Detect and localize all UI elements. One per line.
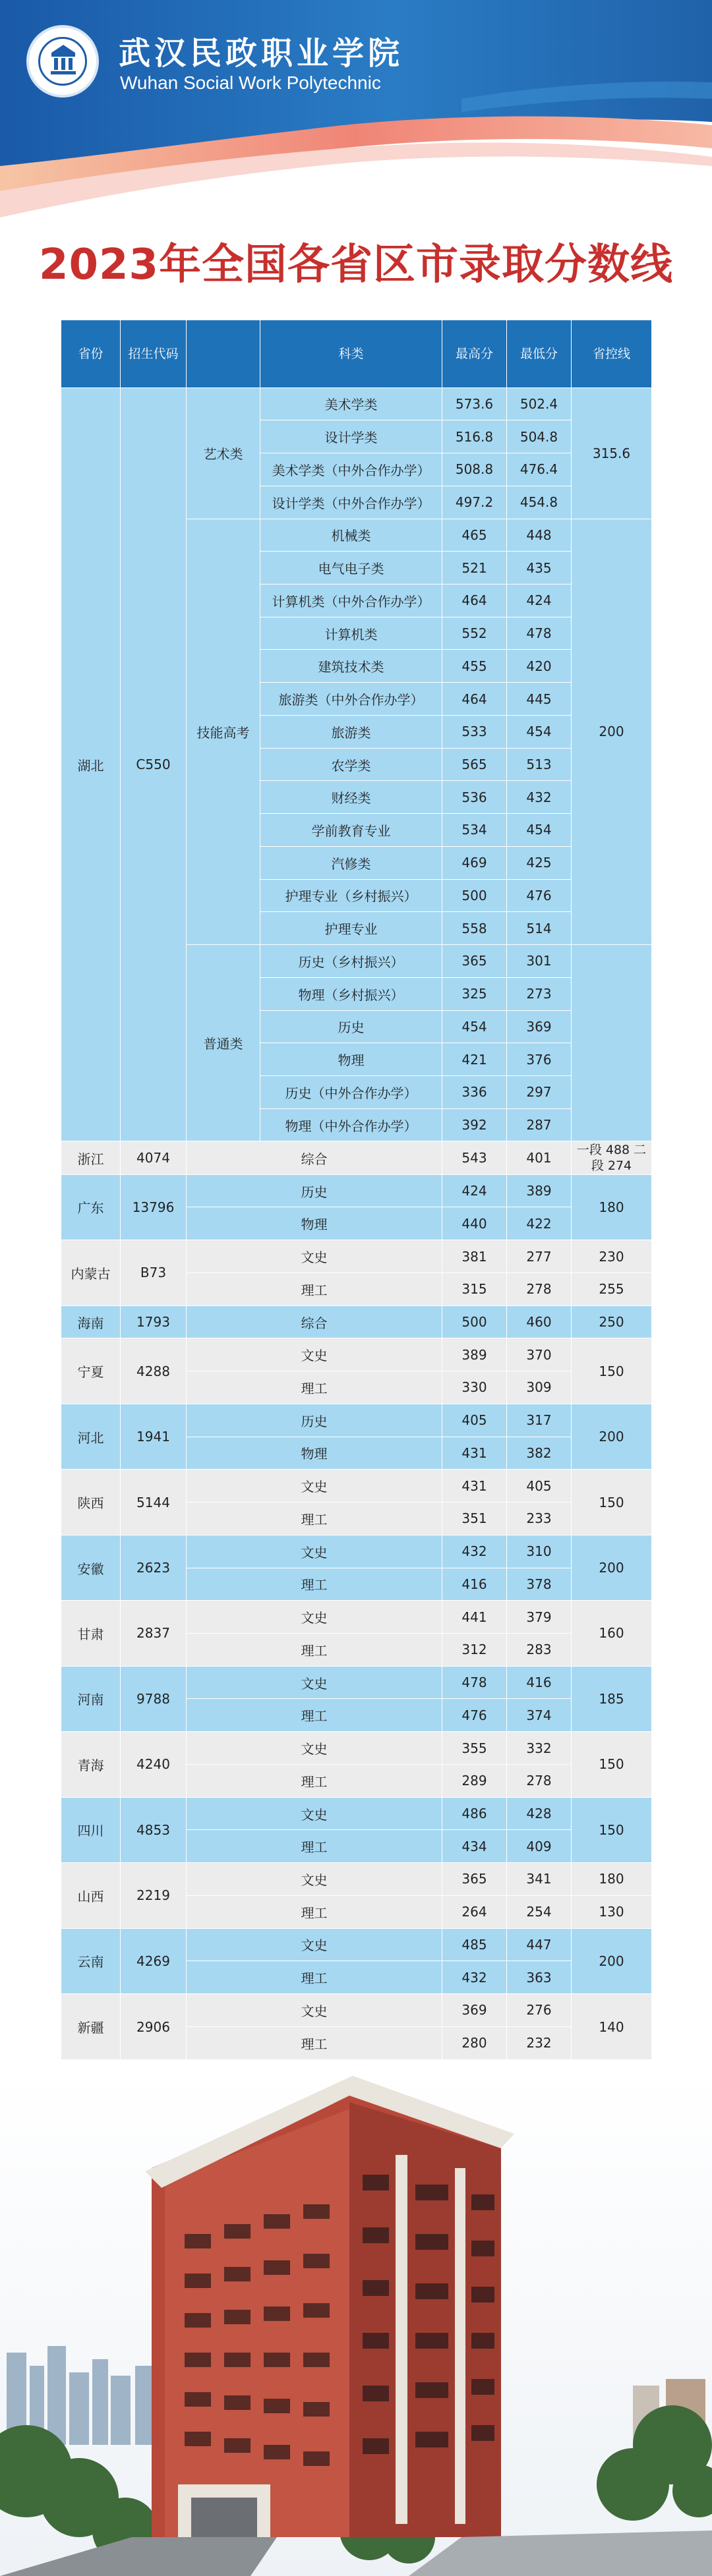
max-score-cell: 573.6	[442, 387, 507, 420]
max-score-cell: 264	[442, 1895, 507, 1928]
subject-cell: 物理（乡村振兴）	[260, 977, 442, 1010]
control-line-cell: 200	[572, 1535, 652, 1600]
subject-cell: 历史	[187, 1174, 442, 1207]
control-line-cell: 200	[572, 519, 652, 945]
max-score-cell: 521	[442, 552, 507, 585]
min-score-cell: 476.4	[507, 453, 572, 486]
min-score-cell: 454	[507, 814, 572, 847]
header-province: 省份	[61, 320, 121, 388]
code-cell: 4074	[121, 1141, 187, 1174]
subject-cell: 汽修类	[260, 846, 442, 879]
province-cell: 安徽	[61, 1535, 121, 1600]
subject-cell: 物理	[187, 1207, 442, 1240]
table-row	[61, 1535, 652, 1568]
province-cell: 甘肃	[61, 1601, 121, 1666]
province-cell: 河北	[61, 1404, 121, 1469]
page-title: 2023年全国各省区市录取分数线	[38, 241, 674, 289]
min-score-cell: 514	[507, 912, 572, 945]
min-score-cell: 317	[507, 1404, 572, 1437]
min-score-cell: 435	[507, 552, 572, 585]
subject-cell: 电气电子类	[260, 552, 442, 585]
subject-cell: 设计学类（中外合作办学）	[260, 486, 442, 519]
header-min: 最低分	[507, 320, 572, 388]
subject-cell: 文史	[187, 1732, 442, 1765]
province-cell: 四川	[61, 1797, 121, 1862]
max-score-cell: 455	[442, 650, 507, 683]
code-cell: 1793	[121, 1305, 187, 1338]
max-score-cell: 431	[442, 1470, 507, 1503]
control-line-cell: 一段 488 二段 274	[572, 1141, 652, 1174]
max-score-cell: 365	[442, 945, 507, 978]
min-score-cell: 424	[507, 584, 572, 617]
header-code: 招生代码	[121, 320, 187, 388]
province-cell: 广东	[61, 1174, 121, 1240]
min-score-cell: 379	[507, 1601, 572, 1634]
header-subject: 科类	[260, 320, 442, 388]
subject-cell: 文史	[187, 1928, 442, 1961]
table-row	[61, 1338, 652, 1371]
subject-cell: 文史	[187, 1994, 442, 2027]
subject-cell: 设计学类	[260, 420, 442, 453]
subject-cell: 美术学类（中外合作办学）	[260, 453, 442, 486]
min-score-cell: 278	[507, 1764, 572, 1797]
max-score-cell: 416	[442, 1568, 507, 1601]
min-score-cell: 448	[507, 519, 572, 552]
subject-cell: 理工	[187, 1961, 442, 1994]
control-line-cell	[572, 945, 652, 1141]
min-score-cell: 445	[507, 683, 572, 716]
min-score-cell: 287	[507, 1108, 572, 1141]
control-line-cell: 255	[572, 1273, 652, 1305]
subject-cell: 理工	[187, 2026, 442, 2059]
province-cell: 云南	[61, 1928, 121, 1993]
subject-cell: 物理	[260, 1043, 442, 1076]
min-score-cell: 454.8	[507, 486, 572, 519]
min-score-cell: 382	[507, 1437, 572, 1470]
max-score-cell: 485	[442, 1928, 507, 1961]
max-score-cell: 476	[442, 1699, 507, 1732]
subject-cell: 历史（乡村振兴）	[260, 945, 442, 978]
table-header-row	[61, 320, 652, 388]
max-score-cell: 558	[442, 912, 507, 945]
subject-cell: 计算机类（中外合作办学）	[260, 584, 442, 617]
code-cell: 5144	[121, 1470, 187, 1535]
max-score-cell: 405	[442, 1404, 507, 1437]
min-score-cell: 369	[507, 1010, 572, 1043]
subject-cell: 文史	[187, 1338, 442, 1371]
max-score-cell: 325	[442, 977, 507, 1010]
max-score-cell: 289	[442, 1764, 507, 1797]
max-score-cell: 392	[442, 1108, 507, 1141]
control-line-cell: 315.6	[572, 387, 652, 519]
code-cell: 2906	[121, 1994, 187, 2060]
min-score-cell: 254	[507, 1895, 572, 1928]
min-score-cell: 476	[507, 879, 572, 912]
min-score-cell: 389	[507, 1174, 572, 1207]
category-cell: 艺术类	[187, 387, 260, 519]
max-score-cell: 336	[442, 1075, 507, 1108]
subject-cell: 文史	[187, 1470, 442, 1503]
min-score-cell: 376	[507, 1043, 572, 1076]
max-score-cell: 534	[442, 814, 507, 847]
subject-cell: 理工	[187, 1895, 442, 1928]
subject-cell: 理工	[187, 1764, 442, 1797]
max-score-cell: 369	[442, 1994, 507, 2027]
code-cell: 13796	[121, 1174, 187, 1240]
subject-cell: 理工	[187, 1503, 442, 1535]
max-score-cell: 280	[442, 2026, 507, 2059]
max-score-cell: 432	[442, 1961, 507, 1994]
table-row	[61, 1404, 652, 1437]
max-score-cell: 330	[442, 1371, 507, 1404]
subject-cell: 护理专业	[260, 912, 442, 945]
max-score-cell: 500	[442, 1305, 507, 1338]
min-score-cell: 502.4	[507, 387, 572, 420]
max-score-cell: 389	[442, 1338, 507, 1371]
min-score-cell: 233	[507, 1503, 572, 1535]
subject-cell: 理工	[187, 1568, 442, 1601]
max-score-cell: 432	[442, 1535, 507, 1568]
min-score-cell: 283	[507, 1633, 572, 1666]
province-cell: 河南	[61, 1666, 121, 1731]
min-score-cell: 405	[507, 1470, 572, 1503]
category-cell: 普通类	[187, 945, 260, 1141]
code-cell: 4269	[121, 1928, 187, 1993]
control-line-cell: 160	[572, 1601, 652, 1666]
province-cell: 陕西	[61, 1470, 121, 1535]
max-score-cell: 365	[442, 1863, 507, 1896]
subject-cell: 旅游类	[260, 715, 442, 748]
max-score-cell: 431	[442, 1437, 507, 1470]
school-name-cn: 武汉民政职业学院	[119, 35, 404, 72]
control-line-cell: 140	[572, 1994, 652, 2060]
subject-cell: 历史	[187, 1404, 442, 1437]
province-cell: 山西	[61, 1863, 121, 1928]
province-cell: 浙江	[61, 1141, 121, 1174]
max-score-cell: 312	[442, 1633, 507, 1666]
province-cell: 青海	[61, 1732, 121, 1797]
subject-cell: 理工	[187, 1830, 442, 1863]
min-score-cell: 277	[507, 1240, 572, 1273]
control-line-cell: 150	[572, 1797, 652, 1862]
code-cell: B73	[121, 1240, 187, 1305]
subject-cell: 理工	[187, 1273, 442, 1305]
min-score-cell: 460	[507, 1305, 572, 1338]
table-row	[61, 1797, 652, 1830]
table-row	[61, 387, 652, 420]
subject-cell: 美术学类	[260, 387, 442, 420]
code-cell: 4853	[121, 1797, 187, 1862]
subject-cell: 财经类	[260, 781, 442, 814]
min-score-cell: 232	[507, 2026, 572, 2059]
subject-cell: 计算机类	[260, 617, 442, 650]
control-line-cell: 250	[572, 1305, 652, 1338]
max-score-cell: 543	[442, 1141, 507, 1174]
max-score-cell: 421	[442, 1043, 507, 1076]
subject-cell: 护理专业（乡村振兴）	[260, 879, 442, 912]
max-score-cell: 464	[442, 683, 507, 716]
control-line-cell: 230	[572, 1240, 652, 1273]
max-score-cell: 441	[442, 1601, 507, 1634]
max-score-cell: 440	[442, 1207, 507, 1240]
table-row	[61, 1666, 652, 1699]
header-control: 省控线	[572, 320, 652, 388]
max-score-cell: 315	[442, 1273, 507, 1305]
admission-score-table	[61, 320, 652, 2060]
control-line-cell: 180	[572, 1174, 652, 1240]
min-score-cell: 310	[507, 1535, 572, 1568]
table-row	[61, 1174, 652, 1207]
min-score-cell: 297	[507, 1075, 572, 1108]
table-row	[61, 1470, 652, 1503]
min-score-cell: 425	[507, 846, 572, 879]
code-cell: 1941	[121, 1404, 187, 1469]
min-score-cell: 454	[507, 715, 572, 748]
province-cell: 新疆	[61, 1994, 121, 2060]
campus-building-image	[0, 2076, 712, 2576]
code-cell: 9788	[121, 1666, 187, 1731]
subject-cell: 建筑技术类	[260, 650, 442, 683]
max-score-cell: 464	[442, 584, 507, 617]
control-line-cell: 200	[572, 1928, 652, 1993]
max-score-cell: 351	[442, 1503, 507, 1535]
min-score-cell: 409	[507, 1830, 572, 1863]
min-score-cell: 273	[507, 977, 572, 1010]
subject-cell: 文史	[187, 1797, 442, 1830]
max-score-cell: 565	[442, 748, 507, 781]
province-cell: 湖北	[61, 387, 121, 1141]
control-line-cell: 180	[572, 1863, 652, 1896]
province-cell: 内蒙古	[61, 1240, 121, 1305]
control-line-cell: 185	[572, 1666, 652, 1731]
min-score-cell: 428	[507, 1797, 572, 1830]
subject-cell: 综合	[187, 1305, 442, 1338]
max-score-cell: 454	[442, 1010, 507, 1043]
school-emblem-icon	[26, 25, 99, 98]
min-score-cell: 422	[507, 1207, 572, 1240]
max-score-cell: 552	[442, 617, 507, 650]
table-row	[61, 1928, 652, 1961]
max-score-cell: 536	[442, 781, 507, 814]
table-row	[61, 1305, 652, 1338]
subject-cell: 农学类	[260, 748, 442, 781]
table-row	[61, 1994, 652, 2027]
min-score-cell: 478	[507, 617, 572, 650]
max-score-cell: 355	[442, 1732, 507, 1765]
control-line-cell: 150	[572, 1732, 652, 1797]
control-line-cell: 150	[572, 1338, 652, 1404]
subject-cell: 文史	[187, 1535, 442, 1568]
subject-cell: 文史	[187, 1666, 442, 1699]
min-score-cell: 276	[507, 1994, 572, 2027]
province-cell: 海南	[61, 1305, 121, 1338]
subject-cell: 物理（中外合作办学）	[260, 1108, 442, 1141]
min-score-cell: 432	[507, 781, 572, 814]
header-banner	[0, 0, 712, 224]
min-score-cell: 420	[507, 650, 572, 683]
max-score-cell: 424	[442, 1174, 507, 1207]
table-row	[61, 1240, 652, 1273]
subject-cell: 旅游类（中外合作办学）	[260, 683, 442, 716]
subject-cell: 机械类	[260, 519, 442, 552]
min-score-cell: 341	[507, 1863, 572, 1896]
min-score-cell: 416	[507, 1666, 572, 1699]
min-score-cell: 504.8	[507, 420, 572, 453]
max-score-cell: 381	[442, 1240, 507, 1273]
min-score-cell: 447	[507, 1928, 572, 1961]
max-score-cell: 500	[442, 879, 507, 912]
header-category	[187, 320, 260, 388]
subject-cell: 综合	[187, 1141, 442, 1174]
max-score-cell: 508.8	[442, 453, 507, 486]
max-score-cell: 533	[442, 715, 507, 748]
min-score-cell: 309	[507, 1371, 572, 1404]
code-cell: C550	[121, 387, 187, 1141]
max-score-cell: 465	[442, 519, 507, 552]
max-score-cell: 516.8	[442, 420, 507, 453]
subject-cell: 文史	[187, 1601, 442, 1634]
table-row	[61, 1863, 652, 1896]
province-cell: 宁夏	[61, 1338, 121, 1404]
subject-cell: 文史	[187, 1863, 442, 1896]
max-score-cell: 469	[442, 846, 507, 879]
max-score-cell: 486	[442, 1797, 507, 1830]
subject-cell: 理工	[187, 1371, 442, 1404]
max-score-cell: 497.2	[442, 486, 507, 519]
table-row	[61, 1732, 652, 1765]
subject-cell: 历史	[260, 1010, 442, 1043]
subject-cell: 历史（中外合作办学）	[260, 1075, 442, 1108]
max-score-cell: 478	[442, 1666, 507, 1699]
subject-cell: 理工	[187, 1633, 442, 1666]
code-cell: 2219	[121, 1863, 187, 1928]
control-line-cell: 130	[572, 1895, 652, 1928]
control-line-cell: 150	[572, 1470, 652, 1535]
min-score-cell: 513	[507, 748, 572, 781]
code-cell: 4288	[121, 1338, 187, 1404]
min-score-cell: 374	[507, 1699, 572, 1732]
min-score-cell: 378	[507, 1568, 572, 1601]
code-cell: 4240	[121, 1732, 187, 1797]
min-score-cell: 301	[507, 945, 572, 978]
subject-cell: 物理	[187, 1437, 442, 1470]
subject-cell: 学前教育专业	[260, 814, 442, 847]
table-body	[61, 387, 652, 2059]
subject-cell: 理工	[187, 1699, 442, 1732]
min-score-cell: 332	[507, 1732, 572, 1765]
table-row	[61, 1601, 652, 1634]
category-cell: 技能高考	[187, 519, 260, 945]
header-max: 最高分	[442, 320, 507, 388]
code-cell: 2837	[121, 1601, 187, 1666]
table-row	[61, 1141, 652, 1174]
max-score-cell: 434	[442, 1830, 507, 1863]
min-score-cell: 370	[507, 1338, 572, 1371]
min-score-cell: 401	[507, 1141, 572, 1174]
school-name-en: Wuhan Social Work Polytechnic	[120, 72, 381, 93]
subject-cell: 文史	[187, 1240, 442, 1273]
code-cell: 2623	[121, 1535, 187, 1600]
min-score-cell: 363	[507, 1961, 572, 1994]
min-score-cell: 278	[507, 1273, 572, 1305]
control-line-cell: 200	[572, 1404, 652, 1469]
